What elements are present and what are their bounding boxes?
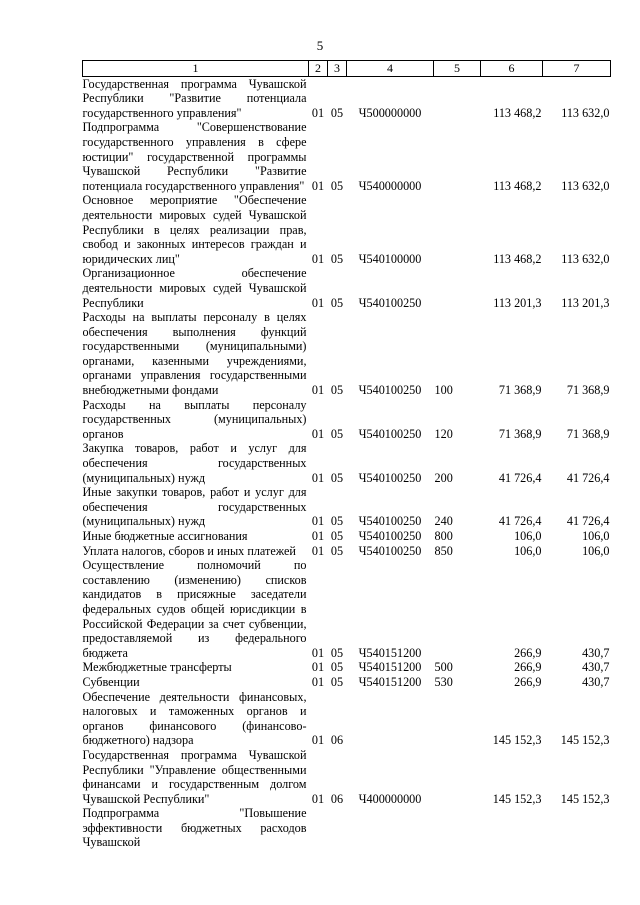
table-row	[83, 806, 611, 850]
table-row	[83, 690, 611, 748]
row-expense-type: 850	[434, 543, 453, 558]
row-section: 01	[311, 178, 325, 193]
row-amount-col7: 71 368,9	[566, 426, 610, 441]
row-amount-col7: 113 632,0	[561, 178, 610, 193]
row-amount-col6: 145 152,3	[492, 791, 542, 806]
row-section: 01	[311, 660, 325, 675]
row-amount-col7: 145 152,3	[560, 733, 610, 748]
row-subsection: 05	[330, 470, 344, 485]
row-section: 01	[311, 251, 325, 266]
table-row	[83, 193, 611, 266]
row-section: 01	[311, 674, 325, 689]
row-section: 01	[311, 426, 325, 441]
row-target-article: Ч540151200	[358, 660, 422, 675]
row-subsection: 06	[330, 733, 344, 748]
table-body	[83, 76, 611, 850]
row-expense-type	[434, 76, 481, 120]
row-amount-col6: 71 368,9	[498, 426, 542, 441]
table-row	[83, 660, 611, 675]
row-expense-type	[434, 266, 481, 310]
row-amount-col6: 106,0	[514, 529, 542, 543]
row-expense-type: 120	[434, 426, 453, 441]
row-amount-col7: 71 368,9	[566, 383, 610, 398]
row-amount-col6	[481, 806, 543, 850]
row-expense-type: 800	[434, 529, 453, 543]
row-subsection: 05	[330, 660, 344, 675]
row-name: Осуществление полномочий по составлению (изменению) списков кандидатов в присяжные заседатели федеральных судов общей юрисдикции в Российской Федерации за счет субвенции, предоставляемой из федерального бюджета	[82, 558, 307, 660]
row-expense-type	[434, 748, 481, 806]
column-header: 6	[481, 61, 543, 77]
row-target-article: Ч540100250	[358, 426, 422, 441]
row-subsection: 05	[330, 295, 344, 310]
row-amount-col7: 106,0	[582, 543, 610, 558]
row-section: 01	[311, 383, 325, 398]
row-amount-col6: 266,9	[514, 660, 542, 675]
row-amount-col6: 71 368,9	[498, 383, 542, 398]
table-row	[83, 441, 611, 485]
row-name: Расходы на выплаты персоналу в целях обеспечения выполнения функций государственными (муниципальными) органами, казенными учреждениями, органами управления государственными внебюджетными фондами	[82, 310, 307, 398]
row-subsection: 06	[330, 791, 344, 806]
row-target-article: Ч540100250	[358, 383, 422, 398]
row-target-article: Ч500000000	[358, 105, 422, 120]
row-target-article: Ч540000000	[358, 178, 422, 193]
row-subsection: 05	[330, 645, 344, 660]
column-header: 4	[347, 61, 434, 77]
row-target-article: Ч540151200	[358, 645, 422, 660]
row-subsection: 05	[330, 543, 344, 558]
row-subsection: 05	[330, 178, 344, 193]
page-number: 5	[316, 38, 324, 53]
row-section: 01	[311, 529, 325, 543]
column-header: 2	[309, 61, 328, 77]
row-target-article: Ч400000000	[358, 791, 422, 806]
row-name: Закупка товаров, работ и услуг для обеспечения государственных (муниципальных) нужд	[82, 441, 307, 485]
row-amount-col7: 430,7	[582, 645, 610, 660]
row-section: 01	[311, 295, 325, 310]
row-name: Расходы на выплаты персоналу государственных (муниципальных) органов	[82, 397, 307, 441]
row-name: Обеспечение деятельности финансовых, налоговых и таможенных органов и органов финансового (финансово-бюджетного) надзора	[82, 689, 307, 748]
row-subsection: 05	[330, 529, 344, 543]
row-name: Уплата налогов, сборов и иных платежей	[82, 543, 296, 558]
row-amount-col7	[543, 806, 611, 850]
row-target-article: Ч540151200	[358, 674, 422, 689]
row-subsection: 05	[330, 105, 344, 120]
row-subsection: 05	[330, 383, 344, 398]
row-expense-type: 500	[434, 660, 453, 675]
budget-table	[82, 60, 611, 850]
row-amount-col6: 266,9	[514, 674, 542, 689]
row-amount-col6: 113 468,2	[493, 251, 542, 266]
row-amount-col7: 113 632,0	[561, 105, 610, 120]
row-section: 01	[311, 105, 325, 120]
row-name: Иные бюджетные ассигнования	[82, 529, 248, 543]
row-amount-col7: 41 726,4	[566, 514, 610, 529]
row-expense-type: 240	[434, 514, 453, 529]
table-row	[83, 675, 611, 690]
row-section: 01	[311, 514, 325, 529]
row-name: Межбюджетные трансферты	[82, 660, 232, 675]
row-section	[309, 806, 328, 850]
row-amount-col6: 113 468,2	[493, 178, 542, 193]
table-row	[83, 485, 611, 529]
row-amount-col7: 113 201,3	[561, 295, 610, 310]
row-expense-type	[434, 193, 481, 266]
table-header-row	[83, 61, 611, 77]
row-name: Государственная программа Чувашской Республики "Развитие потенциала государственного управления"	[82, 76, 307, 120]
row-section: 01	[311, 791, 325, 806]
row-expense-type	[434, 806, 481, 850]
row-subsection: 05	[330, 426, 344, 441]
table-row	[83, 120, 611, 193]
row-target-article	[347, 806, 434, 850]
row-amount-col7: 106,0	[582, 529, 610, 543]
row-subsection: 05	[330, 251, 344, 266]
row-amount-col6: 41 726,4	[498, 514, 542, 529]
row-amount-col6: 106,0	[514, 543, 542, 558]
row-section: 01	[311, 543, 325, 558]
row-name: Организационное обеспечение деятельности мировых судей Чувашской Республики	[82, 266, 307, 310]
table-row	[83, 398, 611, 442]
row-amount-col7: 430,7	[582, 660, 610, 675]
row-section: 01	[311, 645, 325, 660]
row-target-article: Ч540100250	[358, 514, 422, 529]
row-target-article	[347, 690, 434, 748]
row-target-article: Ч540100250	[358, 295, 422, 310]
row-amount-col6: 41 726,4	[498, 470, 542, 485]
row-amount-col7: 145 152,3	[560, 791, 610, 806]
table-row	[83, 266, 611, 310]
row-section: 01	[311, 470, 325, 485]
row-name: Подпрограмма "Повышение эффективности бюджетных расходов Чувашской	[82, 806, 307, 850]
row-target-article: Ч540100250	[358, 529, 422, 543]
table-row	[83, 544, 611, 559]
row-name: Иные закупки товаров, работ и услуг для обеспечения государственных (муниципальных) нужд	[82, 485, 307, 529]
row-amount-col6: 113 201,3	[493, 295, 542, 310]
table-row	[83, 748, 611, 806]
row-expense-type	[434, 120, 481, 193]
row-amount-col7: 113 632,0	[561, 251, 610, 266]
row-subsection: 05	[330, 674, 344, 689]
table-row	[83, 310, 611, 398]
row-name: Субвенции	[82, 674, 140, 689]
column-header: 5	[434, 61, 481, 77]
row-amount-col6: 113 468,2	[493, 105, 542, 120]
table-row	[83, 529, 611, 544]
row-name: Основное мероприятие "Обеспечение деятельности мировых судей Чувашской Республики в целях реализации прав, свобод и законных интересов граждан и юридических лиц"	[82, 193, 307, 266]
row-amount-col6: 145 152,3	[492, 733, 542, 748]
row-target-article: Ч540100250	[358, 470, 422, 485]
row-expense-type: 530	[434, 674, 453, 689]
row-target-article: Ч540100250	[358, 543, 422, 558]
row-expense-type	[434, 690, 481, 748]
row-expense-type: 100	[434, 383, 453, 398]
column-header: 7	[543, 61, 611, 77]
row-subsection: 05	[330, 514, 344, 529]
row-section: 01	[311, 733, 325, 748]
table-row	[83, 558, 611, 660]
row-subsection	[328, 806, 347, 850]
table-row	[83, 76, 611, 120]
row-expense-type: 200	[434, 470, 453, 485]
row-expense-type	[434, 558, 481, 660]
row-target-article: Ч540100000	[358, 251, 422, 266]
column-header: 3	[328, 61, 347, 77]
row-name: Подпрограмма "Совершенствование государственного управления в сфере юстиции" государственной программы Чувашской Республики "Развитие потенциала государственного управления"	[82, 120, 307, 193]
row-amount-col7: 430,7	[582, 674, 610, 689]
column-header: 1	[83, 61, 309, 77]
row-name: Государственная программа Чувашской Республики "Управление общественными финансами и государственным долгом Чувашской Республики"	[82, 747, 307, 806]
row-amount-col6: 266,9	[514, 645, 542, 660]
row-amount-col7: 41 726,4	[566, 470, 610, 485]
